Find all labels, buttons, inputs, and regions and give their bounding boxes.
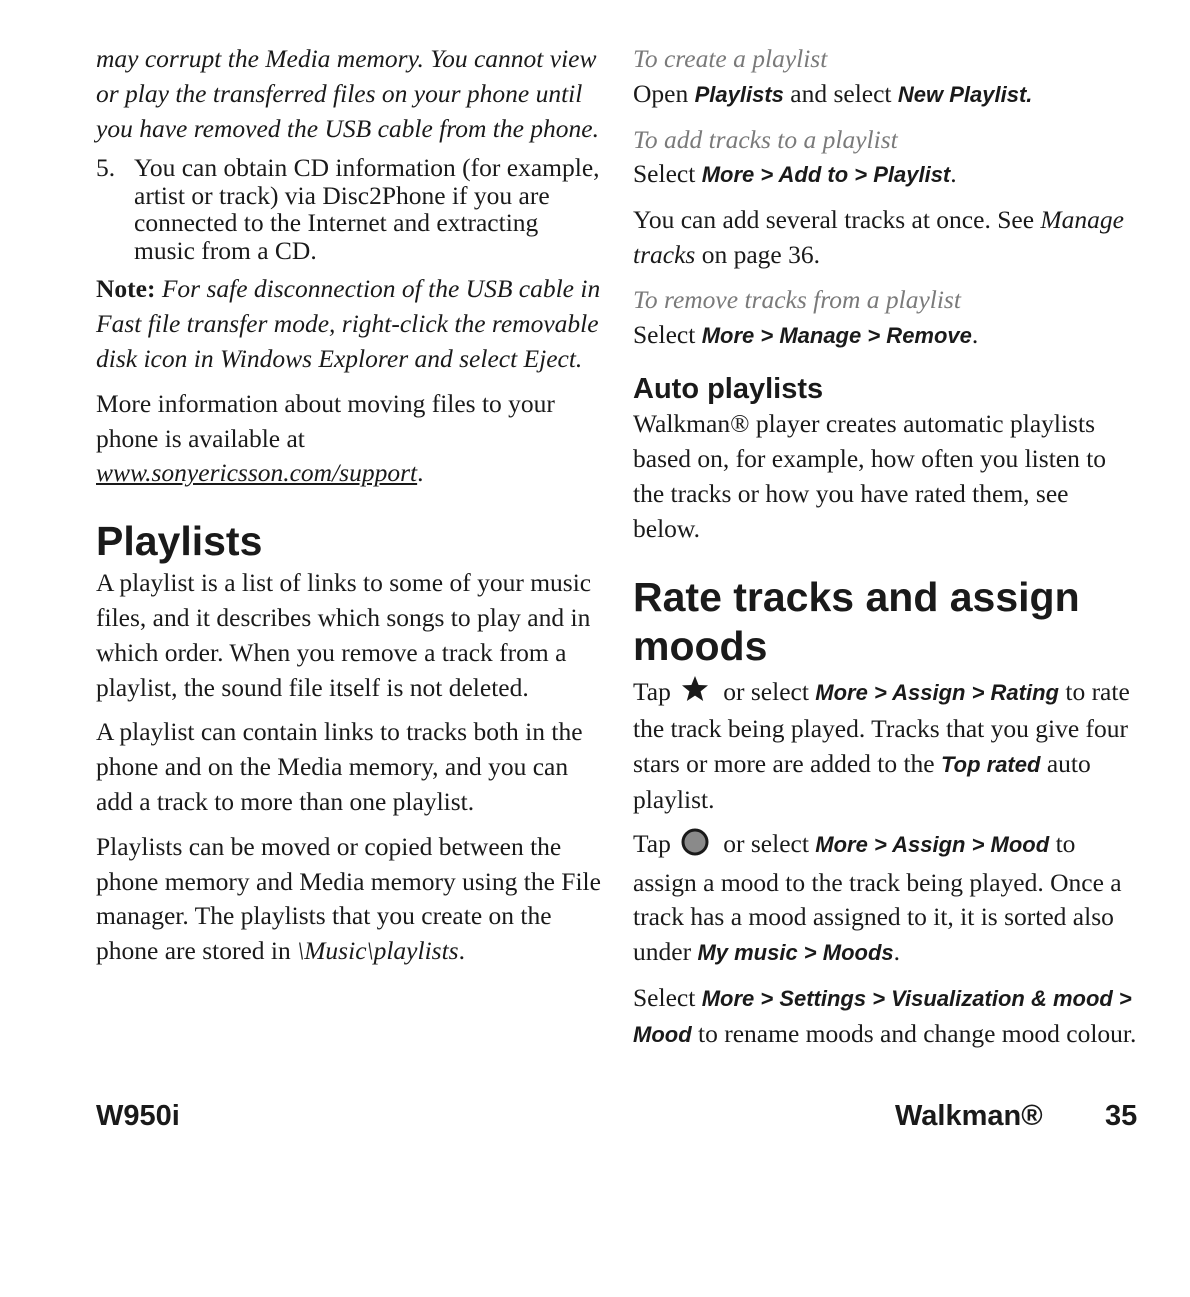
- rate-tap: Tap: [633, 676, 671, 706]
- note-paragraph: [96, 272, 602, 376]
- rate-or-select: or select: [716, 676, 816, 706]
- create-open-text: Open: [633, 78, 695, 108]
- add-note: [633, 203, 1139, 273]
- new-playlist-menu-item: New Playlist.: [897, 81, 1033, 107]
- assign-mood-path: More > Assign > Mood: [815, 832, 1050, 858]
- more-info-text: More information about moving files to your phone is available at: [96, 388, 555, 453]
- more-info-paragraph: [96, 387, 602, 491]
- playlists-para-2: A playlist can contain links to tracks both in the phone and on the Media memory, and you can add a track to more than one playlist.: [96, 717, 583, 816]
- remove-tracks-heading: To remove tracks from a playlist: [633, 284, 961, 314]
- para-3-text: Playlists can be moved or copied between the phone memory and Media memory using the File manager. The playlists that you create on the phone are stored in: [96, 831, 601, 966]
- create-playlist-heading: To create a playlist: [633, 44, 828, 73]
- left-column: [96, 42, 602, 969]
- playlists-para-1: A playlist is a list of links to some of your music files, and it describes which songs to play and in which order. When you remove a track from a playlist, the sound file itself is not deleted.: [96, 568, 592, 702]
- add-note-after: on page 36.: [695, 239, 820, 269]
- manage-tracks-ref: Manage tracks: [633, 205, 1124, 269]
- add-select-text: Select: [633, 159, 702, 189]
- mood-paragraph: [633, 827, 1139, 970]
- page-number: 35: [1105, 1100, 1138, 1132]
- right-column: [633, 42, 1139, 1053]
- list-item: [96, 154, 602, 264]
- playlists-path: \Music\playlists: [297, 936, 459, 966]
- remove-select-text: Select: [633, 319, 702, 349]
- top-rated-label: Top rated: [941, 751, 1041, 777]
- mood-circle-icon: [681, 828, 709, 866]
- playlists-menu-item: Playlists: [694, 81, 784, 107]
- support-link[interactable]: www.sonyericsson.com/support: [96, 458, 418, 488]
- remove-path: More > Manage > Remove: [701, 322, 972, 348]
- add-to-playlist-path: More > Add to > Playlist: [701, 162, 951, 188]
- add-end: .: [950, 159, 957, 189]
- note-text: For safe disconnection of the USB cable in Fast file transfer mode, right-click the removable disk icon in Windows Explorer and select Eject.: [96, 274, 601, 373]
- settings-select: Select: [633, 982, 702, 1012]
- assign-rating-path: More > Assign > Rating: [815, 679, 1059, 705]
- step-text: You can obtain CD information (for example, artist or track) via Disc2Phone if you are connected to the Internet and extracting music from a CD.: [134, 153, 600, 265]
- more-info-end: .: [417, 458, 424, 488]
- step-number: 5.: [96, 153, 116, 183]
- rate-paragraph: [633, 675, 1139, 818]
- note-label: Note:: [96, 274, 156, 304]
- rate-rest-1: to rate the track being played. Tracks that you give four stars or more are added to the: [633, 676, 1130, 778]
- mood-tap: Tap: [633, 829, 671, 859]
- settings-paragraph: [633, 981, 1139, 1053]
- playlists-para-3: [96, 830, 602, 969]
- my-music-moods-path: My music > Moods: [697, 940, 894, 966]
- create-mid-text: and select: [783, 78, 898, 108]
- mood-rest-2: .: [893, 937, 901, 967]
- footer-section: Walkman®: [895, 1100, 1043, 1132]
- mood-or-select: or select: [716, 829, 816, 859]
- visualization-mood-path: More > Settings > Visualization & mood > Mood: [633, 985, 1132, 1047]
- mood-rest-1: to assign a mood to the track being played. Once a track has a mood assigned to it, it is sorted also under: [633, 829, 1122, 967]
- rate-tracks-heading: Rate tracks and assign moods: [633, 573, 1080, 669]
- footer-model: W950i: [96, 1100, 180, 1132]
- remove-tracks-instruction: [633, 318, 1139, 354]
- create-playlist-instruction: [633, 77, 1139, 113]
- add-tracks-instruction: [633, 157, 1139, 193]
- rate-rest-2: auto playlist.: [633, 748, 1091, 814]
- star-icon: [681, 675, 709, 712]
- para-3-end: .: [458, 936, 465, 966]
- add-tracks-heading: To add tracks to a playlist: [633, 124, 898, 154]
- auto-playlists-heading: Auto playlists: [633, 373, 824, 406]
- remove-end: .: [971, 319, 979, 349]
- add-note-text: You can add several tracks at once. See: [633, 205, 1041, 235]
- playlists-heading: Playlists: [96, 518, 263, 565]
- settings-rest: to rename moods and change mood colour.: [691, 1018, 1137, 1048]
- auto-playlists-text: Walkman® player creates automatic playlists based on, for example, how often you listen to the tracks or how you have rated them, see below.: [633, 409, 1107, 543]
- intro-italic: may corrupt the Media memory. You cannot view or play the transferred files on your phone until you have removed the USB cable from the phone.: [96, 44, 599, 143]
